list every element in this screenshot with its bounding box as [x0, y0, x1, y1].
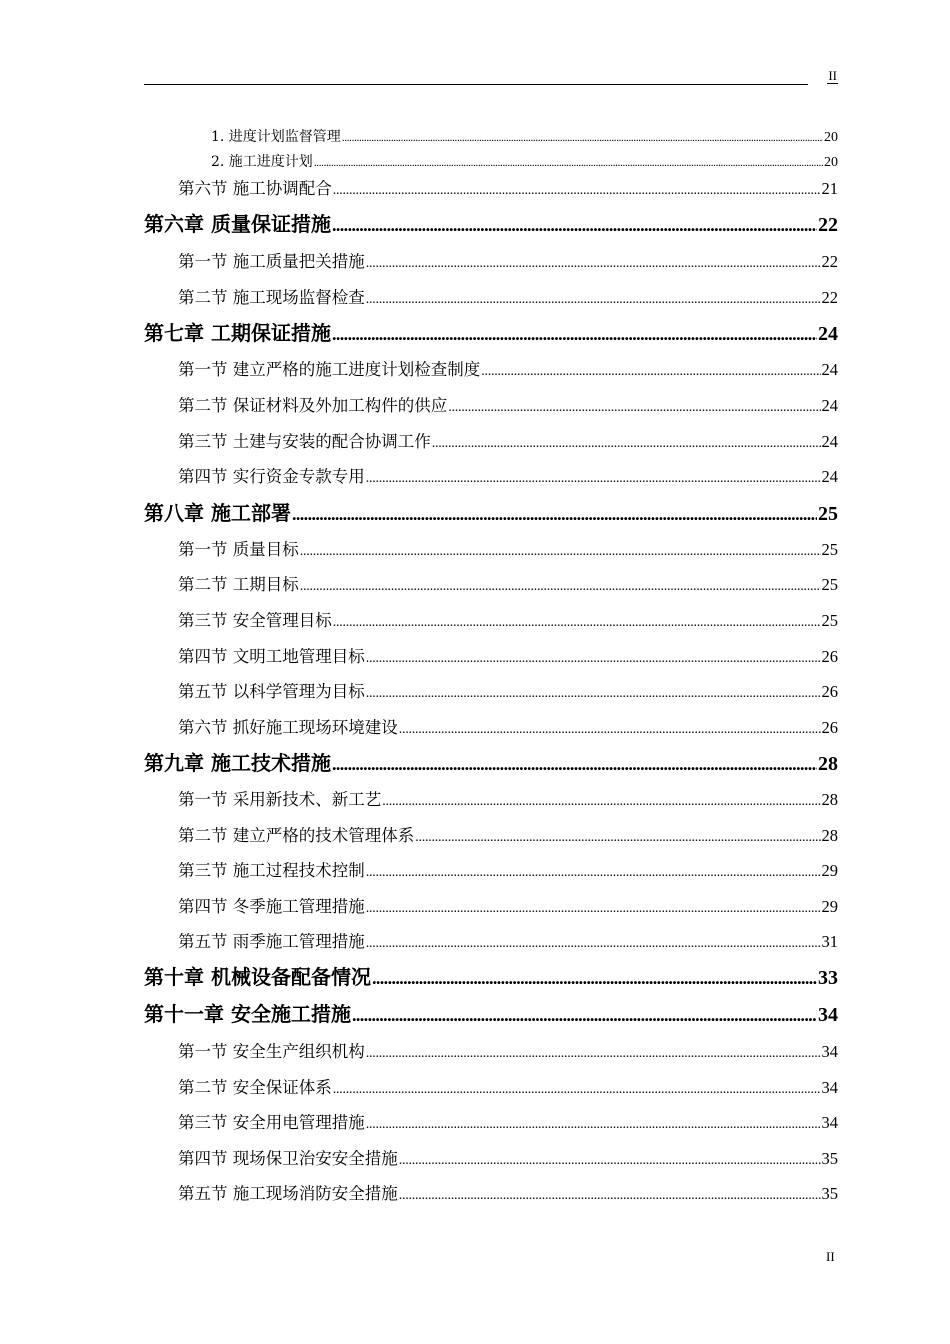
toc-section-entry[interactable] — [178, 1074, 838, 1096]
page-header — [144, 64, 838, 88]
toc-entry-title: 第三节 安全管理目标 — [178, 611, 332, 630]
toc-entry-title: 第六章 质量保证措施 — [144, 212, 331, 236]
toc-entry-page: 21 — [821, 179, 838, 198]
toc-section-entry[interactable] — [178, 571, 838, 593]
toc-chapter-entry[interactable] — [144, 961, 838, 987]
toc-section-entry[interactable] — [178, 928, 838, 950]
toc-entry-title: 第七章 工期保证措施 — [144, 321, 331, 345]
toc-dot-leader — [399, 1153, 821, 1169]
toc-dot-leader — [332, 324, 817, 345]
toc-entry-title: 第一节 施工质量把关措施 — [178, 252, 365, 271]
toc-entry-title: 第五节 以科学管理为目标 — [178, 682, 365, 701]
toc-entry-page: 26 — [821, 718, 838, 737]
toc-entry-page: 28 — [821, 790, 838, 809]
toc-chapter-entry[interactable] — [144, 747, 838, 773]
toc-section-entry[interactable] — [178, 463, 838, 485]
toc-section-entry[interactable] — [178, 248, 838, 270]
toc-dot-leader — [300, 544, 821, 560]
toc-entry-title: 第十章 机械设备配备情况 — [144, 965, 371, 989]
footer-page-number: II — [826, 1249, 835, 1264]
toc-section-entry[interactable] — [178, 284, 838, 306]
toc-entry-title: 第四节 现场保卫治安安全措施 — [178, 1149, 398, 1168]
toc-dot-leader — [415, 830, 820, 846]
toc-chapter-entry[interactable] — [144, 998, 838, 1024]
toc-dot-leader — [448, 400, 820, 416]
toc-entry-page: 24 — [821, 396, 838, 415]
toc-dot-leader — [333, 183, 821, 199]
toc-entry-title: 第三节 安全用电管理措施 — [178, 1113, 365, 1132]
toc-dot-leader — [399, 1188, 821, 1204]
toc-entry-title: 第四节 文明工地管理目标 — [178, 647, 365, 666]
toc-dot-leader — [332, 215, 817, 236]
toc-dot-leader — [366, 686, 821, 702]
toc-entry-title: 2. 施工进度计划 — [211, 154, 313, 170]
toc-dot-leader — [399, 722, 821, 738]
toc-section-entry[interactable] — [178, 1109, 838, 1131]
toc-entry-page: 34 — [821, 1042, 838, 1061]
toc-section-entry[interactable] — [178, 643, 838, 665]
toc-dot-leader — [382, 794, 820, 810]
toc-entry-page: 24 — [821, 432, 838, 451]
toc-entry-page: 34 — [821, 1078, 838, 1097]
toc-dot-leader — [300, 579, 821, 595]
toc-dot-leader — [366, 1046, 821, 1062]
toc-entry-page: 22 — [818, 214, 838, 236]
toc-dot-leader — [366, 1117, 821, 1133]
toc-dot-leader — [366, 651, 821, 667]
toc-entry-page: 33 — [818, 967, 838, 989]
toc-entry-page: 26 — [821, 682, 838, 701]
toc-entry-title: 第四节 冬季施工管理措施 — [178, 897, 365, 916]
toc-entry-title: 第一节 安全生产组织机构 — [178, 1042, 365, 1061]
toc-subsection-entry[interactable] — [211, 126, 838, 144]
toc-entry-title: 第二节 保证材料及外加工构件的供应 — [178, 396, 448, 415]
toc-entry-page: 29 — [821, 861, 838, 880]
toc-section-entry[interactable] — [178, 607, 838, 629]
toc-entry-title: 第二节 工期目标 — [178, 575, 299, 594]
header-page-number: II — [828, 68, 837, 83]
toc-entry-title: 第一节 质量目标 — [178, 540, 299, 559]
toc-entry-page: 25 — [818, 503, 838, 525]
toc-entry-page: 22 — [821, 252, 838, 271]
toc-entry-title: 第二节 建立严格的技术管理体系 — [178, 826, 415, 845]
toc-chapter-entry[interactable] — [144, 497, 838, 523]
toc-entry-page: 35 — [821, 1184, 838, 1203]
toc-dot-leader — [333, 1082, 821, 1098]
toc-entry-page: 35 — [821, 1149, 838, 1168]
toc-section-entry[interactable] — [178, 678, 838, 700]
toc-entry-page: 28 — [821, 826, 838, 845]
toc-entry-page: 24 — [818, 323, 838, 345]
toc-section-entry[interactable] — [178, 536, 838, 558]
toc-entry-title: 第五节 雨季施工管理措施 — [178, 932, 365, 951]
toc-entry-page: 25 — [821, 575, 838, 594]
toc-dot-leader — [432, 436, 821, 452]
toc-section-entry[interactable] — [178, 175, 838, 197]
toc-entry-page: 24 — [821, 467, 838, 486]
toc-dot-leader — [366, 901, 821, 917]
toc-chapter-entry[interactable] — [144, 208, 838, 234]
toc-section-entry[interactable] — [178, 786, 838, 808]
toc-entry-title: 第三节 土建与安装的配合协调工作 — [178, 432, 431, 451]
toc-entry-title: 第一节 采用新技术、新工艺 — [178, 790, 382, 809]
toc-entry-title: 1. 进度计划监督管理 — [211, 129, 341, 145]
toc-entry-page: 31 — [821, 932, 838, 951]
toc-section-entry[interactable] — [178, 392, 838, 414]
toc-dot-leader — [366, 936, 821, 952]
toc-dot-leader — [481, 364, 820, 380]
toc-entry-title: 第八章 施工部署 — [144, 501, 291, 525]
toc-entry-title: 第五节 施工现场消防安全措施 — [178, 1184, 398, 1203]
toc-entry-page: 34 — [818, 1004, 838, 1026]
toc-subsection-entry[interactable] — [211, 151, 838, 169]
toc-chapter-entry[interactable] — [144, 317, 838, 343]
toc-section-entry[interactable] — [178, 857, 838, 879]
toc-section-entry[interactable] — [178, 714, 838, 736]
toc-dot-leader — [366, 865, 821, 881]
toc-entry-title: 第三节 施工过程技术控制 — [178, 861, 365, 880]
toc-dot-leader — [292, 504, 817, 525]
toc-dot-leader — [314, 157, 823, 169]
toc-section-entry[interactable] — [178, 356, 838, 378]
toc-section-entry[interactable] — [178, 893, 838, 915]
toc-entry-page: 24 — [821, 360, 838, 379]
toc-section-entry[interactable] — [178, 428, 838, 450]
toc-section-entry[interactable] — [178, 822, 838, 844]
toc-entry-title: 第十一章 安全施工措施 — [144, 1002, 351, 1026]
toc-dot-leader — [372, 968, 817, 989]
toc-dot-leader — [352, 1005, 817, 1026]
toc-section-entry[interactable] — [178, 1180, 838, 1202]
toc-entry-title: 第六节 抓好施工现场环境建设 — [178, 718, 398, 737]
toc-section-entry[interactable] — [178, 1145, 838, 1167]
toc-entry-title: 第一节 建立严格的施工进度计划检查制度 — [178, 360, 481, 379]
toc-entry-page: 26 — [821, 647, 838, 666]
toc-entry-page: 22 — [821, 288, 838, 307]
toc-dot-leader — [366, 292, 821, 308]
toc-entry-title: 第六节 施工协调配合 — [178, 179, 332, 198]
toc-dot-leader — [366, 256, 821, 272]
toc-entry-page: 25 — [821, 540, 838, 559]
toc-entry-page: 20 — [824, 130, 838, 145]
toc-entry-page: 28 — [818, 753, 838, 775]
toc-entry-title: 第四节 实行资金专款专用 — [178, 467, 365, 486]
toc-dot-leader — [332, 754, 817, 775]
toc-dot-leader — [366, 471, 821, 487]
toc-entry-page: 29 — [821, 897, 838, 916]
toc-entry-page: 34 — [821, 1113, 838, 1132]
header-rule — [144, 84, 808, 85]
toc-entry-title: 第二节 施工现场监督检查 — [178, 288, 365, 307]
toc-entry-title: 第二节 安全保证体系 — [178, 1078, 332, 1097]
toc-dot-leader — [333, 615, 821, 631]
toc-dot-leader — [342, 132, 823, 144]
toc-entry-page: 25 — [821, 611, 838, 630]
toc-entry-page: 20 — [824, 155, 838, 170]
toc-section-entry[interactable] — [178, 1038, 838, 1060]
toc-entry-title: 第九章 施工技术措施 — [144, 751, 331, 775]
